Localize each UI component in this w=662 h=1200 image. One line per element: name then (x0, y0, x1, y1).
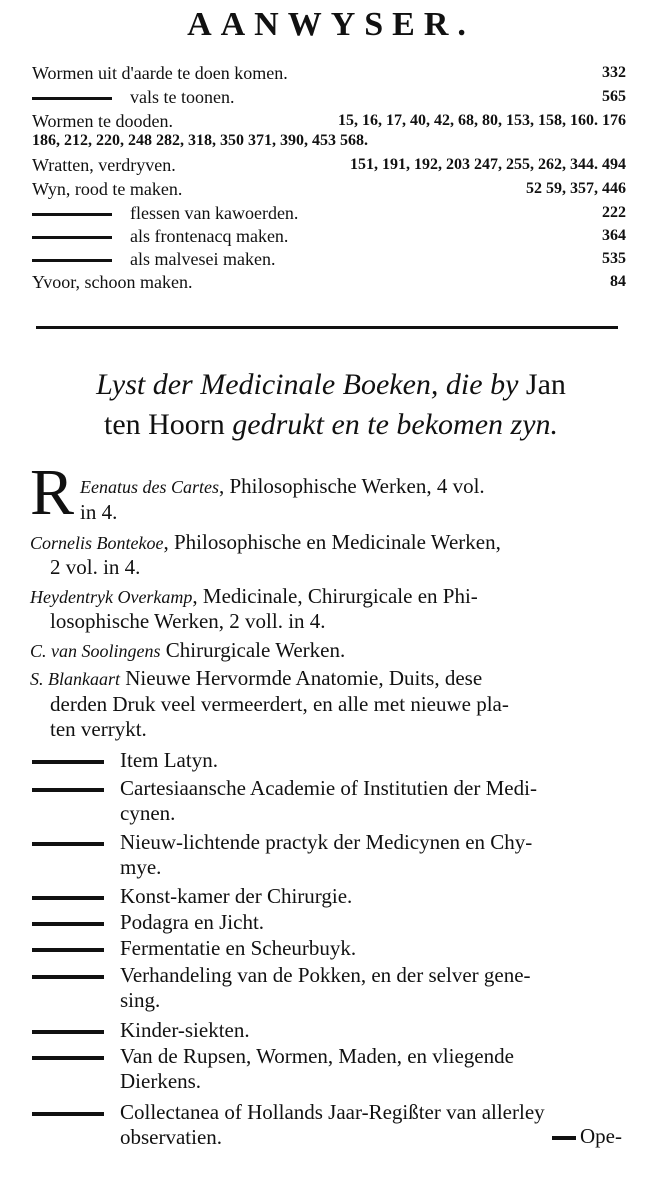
sub-book-entry (32, 776, 632, 828)
ditto-dash (32, 922, 104, 926)
line-2: mye. (120, 855, 162, 879)
book-entry (30, 584, 630, 610)
line-2: observatien. (120, 1125, 223, 1149)
sub-book-title: Kinder-siekten. (120, 1018, 250, 1042)
sub-book-title (120, 1044, 630, 1094)
ditto-dash (32, 1030, 104, 1034)
index-pages: 565 (602, 88, 626, 105)
ditto-dash (32, 842, 104, 846)
index-label: Wormen uit d'aarde te doen komen. (32, 63, 288, 83)
book-author: Eenatus des Cartes (80, 477, 219, 497)
index-row (32, 202, 626, 224)
index-row (32, 110, 626, 132)
line-1: Nieuw-lichtende practyk der Medicynen en Chy- (120, 830, 533, 854)
ditto-dash (32, 896, 104, 900)
list-title (20, 366, 642, 404)
sub-book-entry (32, 1100, 632, 1152)
sub-book-entry (32, 748, 632, 774)
index-label: vals te toonen. (130, 87, 235, 107)
sub-book-title: Konst-kamer der Chirurgie. (120, 884, 353, 908)
index-pages: 84 (610, 273, 626, 290)
sub-book-entry (32, 936, 632, 962)
index-label: Wyn, rood te maken. (32, 179, 183, 199)
book-author: C. van Soolingens (30, 641, 161, 661)
ditto-dash (32, 259, 112, 262)
book-entry-cont: in 4. (80, 500, 118, 524)
sub-book-entry (32, 1044, 632, 1096)
sub-book-entry (32, 910, 632, 936)
book-title: Chirurgicale Werken. (160, 638, 346, 662)
index-pages: 222 (602, 204, 626, 221)
book-author: Heydentryk Overkamp (30, 587, 193, 607)
book-author: S. Blankaart (30, 669, 120, 689)
index-label: Wratten, verdryven. (32, 155, 176, 175)
sub-book-title (120, 776, 630, 826)
running-header: AANWYSER. (187, 6, 475, 43)
book-entry-cont: losophische Werken, 2 voll. in 4. (50, 609, 326, 633)
sub-book-entry (32, 884, 632, 910)
line-2: cynen. (120, 801, 176, 825)
book-title: , Medicinale, Chirurgicale en Phi- (192, 584, 478, 608)
catchword-text: Ope- (580, 1124, 622, 1148)
index-pages-continued: 186, 212, 220, 248 282, 318, 350 371, 390, 453 568. (32, 132, 368, 149)
sub-book-entry (32, 830, 632, 882)
ditto-dash (32, 1056, 104, 1060)
line-1: Van de Rupsen, Wormen, Maden, en vliegende (120, 1044, 514, 1068)
sub-book-title: Item Latyn. (120, 748, 218, 772)
book-entry (30, 638, 630, 664)
index-pages: 151, 191, 192, 203 247, 255, 262, 344. 494 (350, 156, 626, 173)
ditto-dash (32, 97, 112, 100)
index-label: Wormen te dooden. (32, 111, 174, 131)
book-entry (80, 474, 630, 500)
index-row (32, 178, 626, 200)
index-label: flessen van kawoerden. (130, 203, 299, 223)
ditto-dash (32, 213, 112, 216)
book-author: Cornelis Bontekoe (30, 533, 164, 553)
index-label: als frontenacq maken. (130, 226, 289, 246)
index-label: Yvoor, schoon maken. (32, 272, 193, 292)
ditto-dash (32, 236, 112, 239)
ditto-dash (32, 948, 104, 952)
index-row (32, 225, 626, 247)
sub-book-title: Podagra en Jicht. (120, 910, 265, 934)
book-entry (30, 666, 630, 692)
title-roman-part: Jan (525, 368, 566, 401)
index-label: als malvesei maken. (130, 249, 276, 269)
book-title: , Philosophische Werken, 4 vol. (219, 474, 485, 498)
index-pages: 52 59, 357, 446 (526, 180, 626, 197)
sub-book-title (120, 830, 630, 880)
index-pages: 15, 16, 17, 40, 42, 68, 80, 153, 158, 160. 176 (338, 112, 626, 129)
line-1: Collectanea of Hollands Jaar-Regißter van allerley (120, 1100, 545, 1124)
title-italic-part: gedrukt en te bekomen zyn. (232, 408, 559, 441)
line-2: sing. (120, 988, 161, 1012)
ditto-dash (32, 975, 104, 979)
index-row (32, 271, 626, 293)
index-pages: 364 (602, 227, 626, 244)
index-row (32, 62, 626, 84)
line-2: Dierkens. (120, 1069, 202, 1093)
catchword (552, 1124, 622, 1149)
title-roman-part: ten Hoorn (103, 408, 225, 441)
ditto-dash (32, 760, 104, 764)
ditto-dash (32, 1112, 104, 1116)
ditto-dash (32, 788, 104, 792)
book-title: Nieuwe Hervormde Anatomie, Duits, dese (120, 666, 483, 690)
index-pages: 535 (602, 250, 626, 267)
book-entry-cont: 2 vol. in 4. (50, 555, 141, 579)
sub-book-title: Fermentatie en Scheurbuyk. (120, 936, 357, 960)
index-row (32, 248, 626, 270)
sub-book-entry (32, 1018, 632, 1044)
title-italic-part: Lyst der Medicinale Boeken, die by (96, 368, 519, 401)
book-entry (30, 530, 630, 556)
index-row (32, 86, 626, 108)
section-divider (36, 326, 618, 329)
line-1: Cartesiaansche Academie of Institutien der Medi- (120, 776, 537, 800)
drop-cap: R (30, 456, 75, 529)
line-1: Verhandeling van de Pokken, en der selver gene- (120, 963, 531, 987)
list-title-line2 (20, 406, 642, 444)
book-title: , Philosophische en Medicinale Werken, (163, 530, 501, 554)
book-entry-cont: derden Druk veel vermeerdert, en alle met nieuwe pla- (50, 692, 509, 716)
book-entry-cont: ten verrykt. (50, 717, 147, 741)
index-row (32, 154, 626, 176)
sub-book-entry (32, 963, 632, 1015)
index-pages: 332 (602, 64, 626, 81)
ditto-dash (552, 1136, 576, 1140)
sub-book-title (120, 963, 630, 1013)
